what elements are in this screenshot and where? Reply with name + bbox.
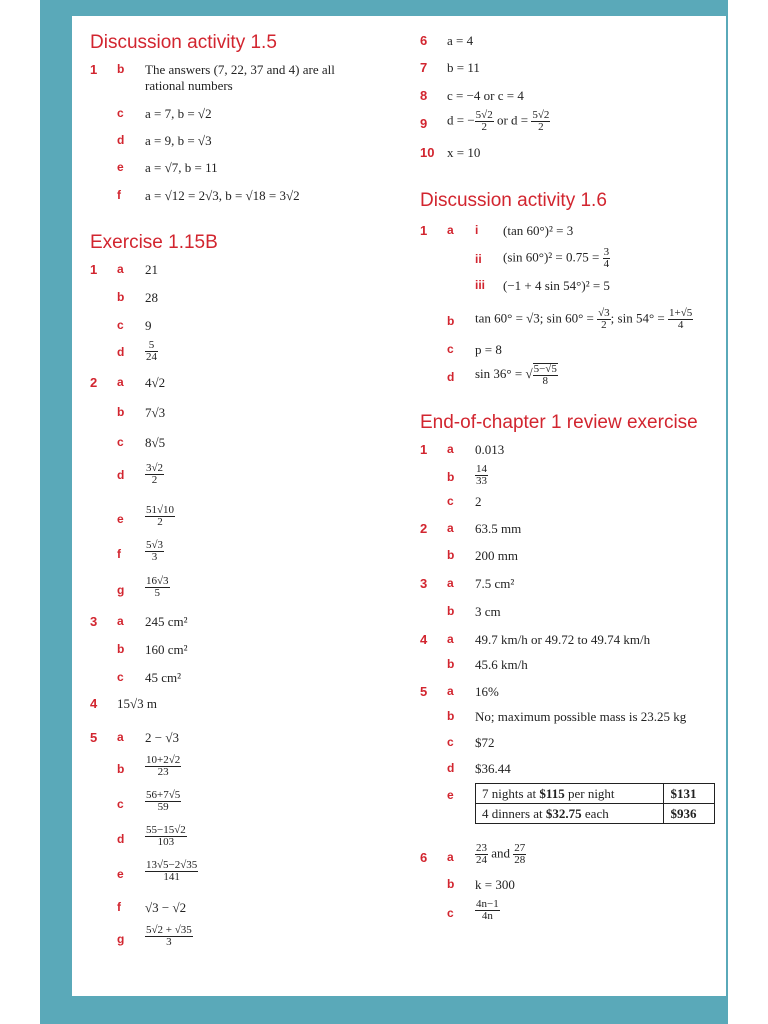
answer	[145, 540, 164, 563]
part-letter: iii	[475, 278, 486, 292]
price: $32.75	[545, 805, 582, 821]
answer: 2	[475, 494, 482, 509]
part-letter: a	[117, 614, 124, 628]
numerator: 1+√5	[669, 307, 693, 319]
numerator: 5√2	[475, 109, 493, 121]
left-border	[40, 0, 72, 1024]
q-number: 5	[90, 730, 98, 745]
denominator: 28	[514, 854, 526, 866]
text: tan 60° = √3; sin 60° =	[475, 310, 594, 326]
answer	[145, 505, 175, 528]
part-letter: b	[447, 657, 455, 671]
answer: a = 7, b = √2	[145, 106, 212, 121]
answer	[145, 340, 158, 363]
answer	[145, 825, 187, 848]
answer: k = 300	[475, 877, 515, 892]
denominator: 4	[603, 258, 610, 270]
part-letter: b	[117, 762, 125, 776]
part-letter: c	[117, 670, 124, 684]
denominator: 33	[476, 475, 487, 487]
part-letter: d	[117, 832, 125, 846]
numerator: 51√10	[146, 504, 175, 516]
answer	[145, 755, 181, 778]
q-number: 6	[420, 33, 428, 48]
answer: (tan 60°)² = 3	[503, 223, 574, 238]
answer: 3 cm	[475, 604, 501, 619]
answer: 45.6 km/h	[475, 657, 528, 672]
answer	[475, 464, 488, 487]
numerator: 3√2	[146, 462, 164, 474]
answer	[475, 308, 693, 331]
denominator: 2	[601, 319, 607, 331]
heading-discussion-1-5: Discussion activity 1.5	[90, 32, 277, 53]
answer	[475, 899, 500, 922]
part-letter: b	[117, 290, 125, 304]
text: 4 dinners at	[482, 805, 546, 821]
part-letter: b	[117, 62, 125, 76]
denominator: 24	[146, 351, 157, 363]
denominator: 24	[476, 854, 487, 866]
part-letter: c	[447, 906, 454, 920]
answer: $36.44	[475, 761, 511, 776]
answer: 7.5 cm²	[475, 576, 515, 591]
text: per night	[564, 785, 615, 801]
part-letter: c	[117, 797, 124, 811]
table-cell: $131	[664, 784, 715, 804]
q-number: 1	[420, 442, 428, 457]
numerator: 27	[514, 842, 526, 854]
answer: 45 cm²	[145, 670, 182, 685]
part-letter: ii	[475, 252, 482, 266]
cost-table	[475, 783, 715, 824]
answer: a = √12 = 2√3, b = √18 = 3√2	[145, 188, 300, 203]
answer: $72	[475, 735, 495, 750]
q-number: 7	[420, 60, 428, 75]
numerator: 4n−1	[476, 898, 499, 910]
part-letter: c	[117, 318, 124, 332]
part-letter: a	[447, 850, 454, 864]
part-letter: a	[447, 223, 454, 237]
answer: 2 − √3	[145, 730, 179, 745]
heading-review-exercise: End-of-chapter 1 review exercise	[420, 412, 698, 433]
part-letter: a	[447, 442, 454, 456]
text: (sin 60°)² = 0.75 =	[503, 249, 600, 265]
price: $115	[539, 785, 565, 801]
numerator: 10+2√2	[146, 754, 181, 766]
numerator: 5	[145, 340, 158, 352]
answer: c = −4 or c = 4	[447, 88, 524, 103]
part-letter: b	[447, 548, 455, 562]
part-letter: i	[475, 223, 479, 237]
part-letter: d	[447, 761, 455, 775]
denominator: 23	[157, 766, 169, 778]
part-letter: a	[117, 262, 124, 276]
denominator: 2	[538, 121, 544, 133]
answer: No; maximum possible mass is 23.25 kg	[475, 709, 687, 724]
part-letter: e	[447, 788, 454, 802]
part-letter: a	[447, 632, 454, 646]
denominator: 141	[163, 871, 180, 883]
part-letter: g	[117, 932, 125, 946]
numerator: 13√5−2√35	[146, 859, 198, 871]
denominator: 4	[677, 319, 684, 331]
part-letter: a	[447, 576, 454, 590]
answer: x = 10	[447, 145, 481, 160]
q-number: 1	[420, 223, 428, 238]
q-number: 5	[420, 684, 428, 699]
answer	[145, 860, 198, 883]
answer: 21	[145, 262, 158, 277]
table-cell	[476, 804, 664, 824]
denominator: 3	[166, 936, 172, 948]
text: and	[491, 845, 511, 861]
part-letter: b	[447, 470, 455, 484]
q-number: 9	[420, 116, 428, 131]
part-letter: f	[117, 900, 121, 914]
numerator: 3	[603, 246, 610, 258]
part-letter: b	[447, 604, 455, 618]
answer: sin 36° = √ $\frac{5-√5}{8}$	[475, 363, 557, 387]
denominator: 3	[151, 551, 158, 563]
outer-margin	[0, 0, 40, 1024]
answer	[145, 925, 193, 948]
answer	[447, 110, 550, 133]
part-letter: g	[117, 583, 125, 597]
part-letter: b	[447, 314, 455, 328]
text: or d =	[496, 112, 529, 128]
answer: 16%	[475, 684, 499, 699]
part-letter: d	[117, 468, 125, 482]
right-border	[726, 0, 728, 1024]
part-letter: b	[447, 709, 455, 723]
part-letter: c	[447, 735, 454, 749]
q-number: 1	[90, 262, 98, 277]
numerator: 14	[476, 463, 487, 475]
numerator: 5√2 + √35	[146, 924, 192, 936]
answer: 245 cm²	[145, 614, 188, 629]
part-letter: d	[447, 370, 455, 384]
part-letter: e	[117, 160, 124, 174]
answer: b = 11	[447, 60, 480, 75]
answer	[145, 463, 164, 486]
part-letter: a	[447, 684, 454, 698]
q-number: 3	[420, 576, 428, 591]
answer: The answers (7, 22, 37 and 4) are all	[145, 62, 335, 77]
denominator: 59	[157, 801, 169, 813]
part-letter: c	[117, 435, 124, 449]
answer	[145, 790, 181, 813]
part-letter: a	[117, 375, 124, 389]
answer: 4√2	[145, 375, 166, 390]
answer: p = 8	[475, 342, 502, 357]
answer: 49.7 km/h or 49.72 to 49.74 km/h	[475, 632, 651, 647]
numerator: 23	[476, 842, 487, 854]
text: each	[581, 805, 609, 821]
part-letter: b	[117, 642, 125, 656]
part-letter: b	[117, 405, 125, 419]
heading-exercise-1-15b: Exercise 1.15B	[90, 232, 218, 253]
denominator: 2	[151, 474, 158, 486]
q-number: 4	[420, 632, 428, 647]
numerator: 5√3	[146, 539, 164, 551]
answer: a = 9, b = √3	[145, 133, 212, 148]
answer	[503, 247, 610, 270]
answer	[145, 576, 170, 599]
denominator: 103	[157, 836, 175, 848]
part-letter: d	[117, 345, 125, 359]
denominator: 2	[481, 121, 487, 133]
part-letter: c	[447, 494, 454, 508]
numerator: 16√3	[146, 575, 169, 587]
answer: 8√5	[145, 435, 166, 450]
top-border	[40, 0, 728, 16]
answer: √3 − √2	[145, 900, 187, 915]
answer: 63.5 mm	[475, 521, 522, 536]
text: d = −	[447, 112, 475, 128]
part-letter: a	[117, 730, 124, 744]
heading-discussion-1-6: Discussion activity 1.6	[420, 190, 607, 211]
numerator: 5√2	[532, 109, 550, 121]
answer: 28	[145, 290, 158, 305]
part-letter: f	[117, 188, 121, 202]
part-letter: a	[447, 521, 454, 535]
q-number: 2	[90, 375, 98, 390]
right-margin	[726, 0, 768, 1024]
part-letter: b	[447, 877, 455, 891]
numerator: √3	[598, 307, 610, 319]
table-cell	[476, 784, 664, 804]
part-letter: c	[117, 106, 124, 120]
part-letter: c	[447, 342, 454, 356]
numerator: 56+7√5	[146, 789, 181, 801]
answer	[475, 843, 526, 866]
numerator: 5−√5	[533, 363, 557, 375]
text: 7 nights at	[482, 785, 540, 801]
answer: 15√3 m	[117, 696, 157, 711]
q-number: 2	[420, 521, 428, 536]
text: sin 36° =	[475, 365, 523, 381]
table-cell: $936	[664, 804, 715, 824]
answer: 9	[145, 318, 152, 333]
part-letter: e	[117, 867, 124, 881]
answer: a = √7, b = 11	[145, 160, 218, 175]
part-letter: d	[117, 133, 125, 147]
denominator: 2	[157, 516, 163, 528]
q-number: 8	[420, 88, 428, 103]
numerator: 55−15√2	[146, 824, 186, 836]
table-row	[476, 784, 715, 804]
answer: a = 4	[447, 33, 474, 48]
q-number: 3	[90, 614, 98, 629]
q-number: 4	[90, 696, 98, 711]
q-number: 10	[420, 145, 435, 160]
denominator: 8	[542, 375, 548, 387]
answer: 160 cm²	[145, 642, 188, 657]
answer: rational numbers	[145, 78, 233, 93]
q-number: 6	[420, 850, 428, 865]
denominator: 4n	[481, 910, 493, 922]
answer: 0.013	[475, 442, 505, 457]
answer: (−1 + 4 sin 54°)² = 5	[503, 278, 610, 293]
answer: 7√3	[145, 405, 166, 420]
text: ; sin 54° =	[610, 310, 665, 326]
part-letter: f	[117, 547, 121, 561]
part-letter: e	[117, 512, 124, 526]
q-number: 1	[90, 62, 98, 77]
answer: 200 mm	[475, 548, 518, 563]
bottom-border	[40, 996, 728, 1024]
denominator: 5	[154, 587, 161, 599]
table-row	[476, 804, 715, 824]
